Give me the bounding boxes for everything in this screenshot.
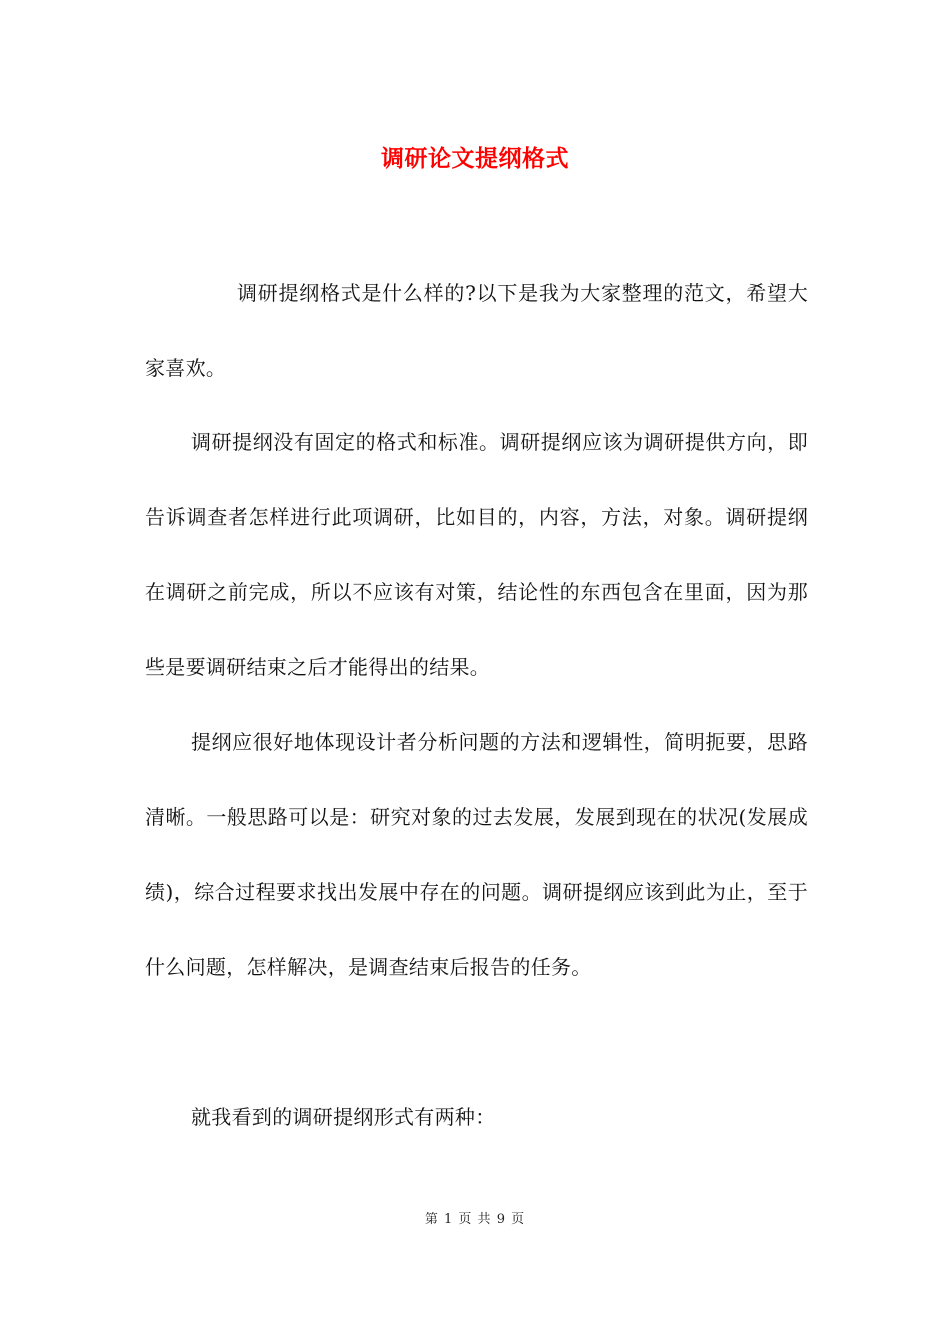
paragraph-forms: 就我看到的调研提纲形式有两种： <box>191 1105 496 1129</box>
paragraph-intro: 调研提纲格式是什么样的?以下是我为大家整理的范文，希望大家喜欢。 <box>145 281 808 380</box>
paragraph-logic: 提纲应很好地体现设计者分析问题的方法和逻辑性，简明扼要，思路清晰。一般思路可以是：研究对象的过去发展，发展到现在的状况(发展成绩)，综合过程要求找出发展中存在的问题。调研提纲应该到此为止，至于什么问题，怎样解决，是调查结束后报告的任务。 <box>145 730 808 979</box>
page-number-footer: 第 1 页 共 9 页 <box>424 1212 526 1227</box>
paragraph-definition: 调研提纲没有固定的格式和标准。调研提纲应该为调研提供方向，即告诉调查者怎样进行此项调研，比如目的，内容，方法，对象。调研提纲在调研之前完成，所以不应该有对策，结论性的东西包含在里面，因为那些是要调研结束之后才能得出的结果。 <box>145 430 808 679</box>
document-title: 调研论文提纲格式 <box>381 145 569 172</box>
